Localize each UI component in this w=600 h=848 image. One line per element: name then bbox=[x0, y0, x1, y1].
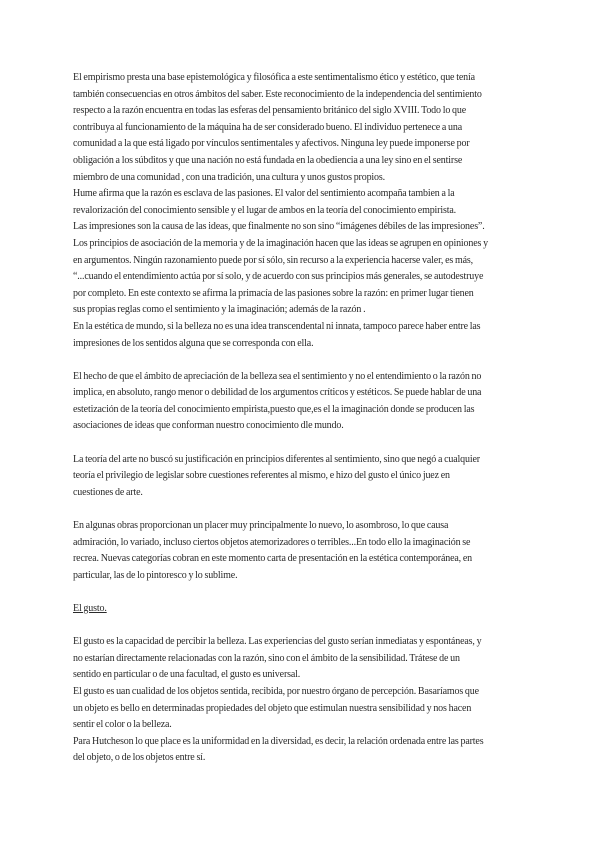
text-line: obligación a los súbditos y que una nación no está fundada en la obediencia a una ley sino en el sentirse bbox=[73, 154, 463, 166]
text-line: La teoría del arte no buscó su justificación en principios diferentes al sentimiento, sino que negó a cualquier bbox=[73, 453, 480, 465]
text-line: implica, en absoluto, rango menor o debilidad de los argumentos críticos y estéticos. Se puede hablar de una bbox=[73, 387, 482, 399]
text-line: El gusto es uan cualidad de los objetos sentida, recibida, por nuestro órgano de percepción. Basaríamos que bbox=[73, 685, 479, 697]
text-line: recrea. Nuevas categorías cobran en este momento carta de presentación en la estética contemporánea, en bbox=[73, 553, 473, 565]
section-heading: El gusto. bbox=[73, 603, 107, 614]
paragraph-teoria-arte bbox=[73, 452, 535, 502]
text-line: no estarían directamente relacionadas con la razón, sino con el ámbito de la sensibilidad. Trátese de un bbox=[73, 652, 460, 664]
text-line: Para Hutcheson lo que place es la uniformidad en la diversidad, es decir, la relación ordenada entre las partes bbox=[73, 735, 484, 747]
paragraph-gusto-capacidad bbox=[73, 634, 535, 684]
text-line: sentir el color o la belleza. bbox=[73, 719, 172, 731]
text-line: también consecuencias en otros ámbitos del saber. Este reconocimiento de la independencia del sentimiento bbox=[73, 88, 482, 100]
text-line: por completo. En este contexto se afirma la primacía de las pasiones sobre la razón: en primer lugar tienen bbox=[73, 287, 474, 299]
text-line: impresiones de los sentidos alguna que se corresponda con ella. bbox=[73, 337, 314, 349]
text-line: particular, las de lo pintoresco y lo sublime. bbox=[73, 569, 238, 581]
text-line: revalorización del conocimiento sensible y el lugar de ambos en la teoría del conocimiento empirista. bbox=[73, 204, 456, 216]
text-line: Las impresiones son la causa de las ideas, que finalmente no son sino “imágenes débiles de las impresiones”. bbox=[73, 221, 485, 233]
text-line: El empirismo presta una base epistemológica y filosófica a este sentimentalismo ético y estético, que tenía bbox=[73, 72, 475, 83]
text-line: miembro de una comunidad , con una tradición, una cultura y unos gustos propios. bbox=[73, 171, 385, 183]
text-line: Los principios de asociación de la memoria y de la imaginación hacen que las ideas se agrupen en opiniones y bbox=[73, 237, 488, 249]
text-line: estetización de la teoría del conocimiento empirista,puesto que,es el la imaginación donde se producen las bbox=[73, 403, 475, 415]
text-line: comunidad a la que está ligado por vínculos sentimentales y afectivos. Ninguna ley puede imponerse por bbox=[73, 138, 470, 150]
text-line: teoría el privilegio de legislar sobre cuestiones referentes al mismo, e hizo del gusto el único juez en bbox=[73, 470, 450, 482]
text-line: En algunas obras proporcionan un placer muy principalmente lo nuevo, lo asombroso, lo que causa bbox=[73, 520, 449, 532]
text-line: un objeto es bello en determinadas propiedades del objeto que estimulan nuestra sensibilidad y nos hacen bbox=[73, 702, 472, 714]
text-line: Hume afirma que la razón es esclava de las pasiones. El valor del sentimiento acompaña tambien a la bbox=[73, 188, 455, 200]
text-line: sentido en particular o de una facultad, el gusto es universal. bbox=[73, 669, 301, 681]
document-body bbox=[73, 70, 535, 767]
paragraph-empirismo bbox=[73, 70, 535, 186]
text-line: cuestiones de arte. bbox=[73, 486, 143, 498]
text-line: respecto a la razón encuentra en todas las esferas del pensamiento británico del siglo XVIII. Todo lo que bbox=[73, 105, 467, 117]
paragraph-hutcheson bbox=[73, 734, 535, 767]
text-line: “...cuando el entendimiento actúa por sí solo, y de acuerdo con sus principios más generales, se autodestruye bbox=[73, 271, 484, 283]
text-line: del objeto, o de los objetos entre sí. bbox=[73, 752, 206, 764]
paragraph-estetica-mundo bbox=[73, 319, 535, 352]
text-line: El gusto es la capacidad de percibir la belleza. Las experiencias del gusto serían inmediatas y espontáneas, y bbox=[73, 636, 482, 648]
text-line: El hecho de que el ámbito de apreciación de la belleza sea el sentimiento y no el entendimiento o la razón no bbox=[73, 370, 482, 382]
paragraph-apreciacion-belleza bbox=[73, 369, 535, 435]
text-line: sus propias reglas como el sentimiento y la imaginación; además de la razón . bbox=[73, 304, 366, 316]
section-heading-wrapper bbox=[73, 601, 535, 618]
text-line: admiración, lo variado, incluso ciertos objetos atemorizadores o terribles...En todo ello la imaginación se bbox=[73, 536, 471, 548]
paragraph-hume bbox=[73, 186, 535, 219]
text-line: asociaciones de ideas que conforman nuestro conocimiento dle mundo. bbox=[73, 420, 344, 432]
paragraph-gusto-cualidad bbox=[73, 684, 535, 734]
text-line: En la estética de mundo, si la belleza no es una idea transcendental ni innata, tampoco parece haber entre las bbox=[73, 320, 481, 332]
paragraph-nuevas-categorias bbox=[73, 518, 535, 584]
text-line: en argumentos. Ningún razonamiento puede por sí sólo, sin recurso a la experiencia hacerse valer, es más, bbox=[73, 254, 473, 266]
text-line: contribuya al funcionamiento de la máquina ha de ser considerado bueno. El individuo pertenece a una bbox=[73, 121, 463, 133]
paragraph-impresiones bbox=[73, 219, 535, 319]
